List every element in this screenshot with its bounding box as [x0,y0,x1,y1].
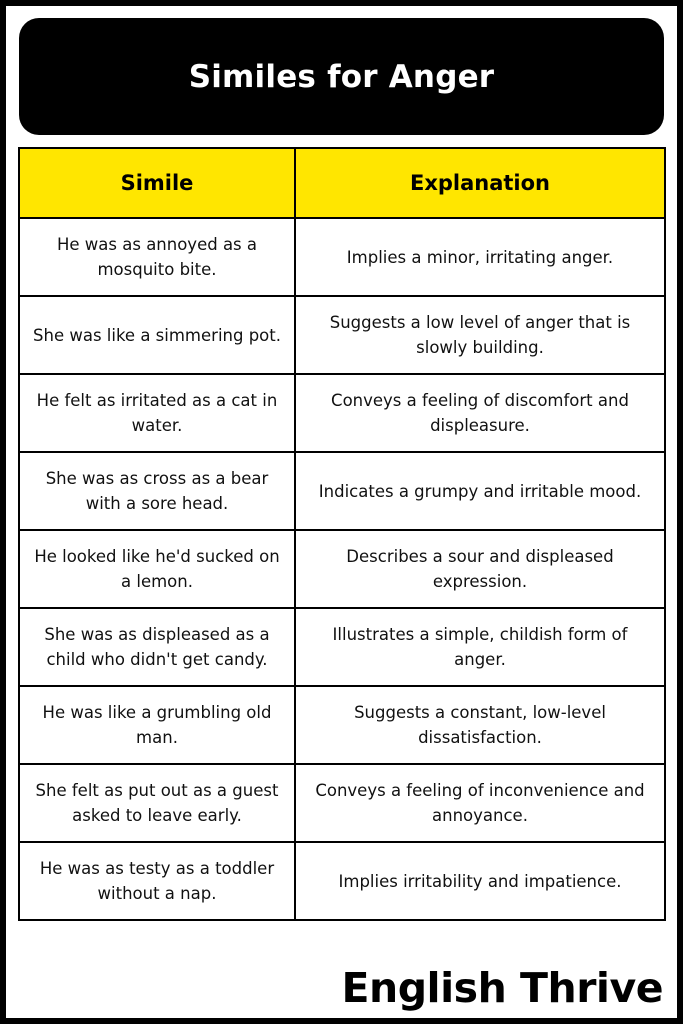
table-header-row [19,148,665,218]
simile-cell: She was as cross as a bear with a sore head. [19,452,295,530]
table-row [19,374,665,452]
table-row [19,452,665,530]
page-title: Similes for Anger [188,58,495,95]
explanation-cell: Suggests a constant, low-level dissatisfaction. [295,686,665,764]
explanation-cell: Conveys a feeling of discomfort and displeasure. [295,374,665,452]
page [6,6,677,1018]
table-row [19,842,665,920]
table-row [19,608,665,686]
explanation-cell: Indicates a grumpy and irritable mood. [295,452,665,530]
simile-cell: He looked like he'd sucked on a lemon. [19,530,295,608]
simile-cell: She felt as put out as a guest asked to leave early. [19,764,295,842]
brand-name: English Thrive [341,964,663,1012]
simile-cell: She was like a simmering pot. [19,296,295,374]
similes-table [18,147,666,921]
column-header-explanation: Explanation [295,148,665,218]
table-row [19,530,665,608]
table-row [19,764,665,842]
column-header-simile: Simile [19,148,295,218]
explanation-cell: Conveys a feeling of inconvenience and annoyance. [295,764,665,842]
simile-cell: He was as annoyed as a mosquito bite. [19,218,295,296]
simile-cell: He was as testy as a toddler without a nap. [19,842,295,920]
table-row [19,296,665,374]
explanation-cell: Implies a minor, irritating anger. [295,218,665,296]
explanation-cell: Suggests a low level of anger that is slowly building. [295,296,665,374]
explanation-cell: Describes a sour and displeased expression. [295,530,665,608]
explanation-cell: Illustrates a simple, childish form of anger. [295,608,665,686]
explanation-cell: Implies irritability and impatience. [295,842,665,920]
simile-cell: He felt as irritated as a cat in water. [19,374,295,452]
table-row [19,686,665,764]
simile-cell: She was as displeased as a child who didn't get candy. [19,608,295,686]
table-row [19,218,665,296]
title-bar [19,18,664,135]
simile-cell: He was like a grumbling old man. [19,686,295,764]
